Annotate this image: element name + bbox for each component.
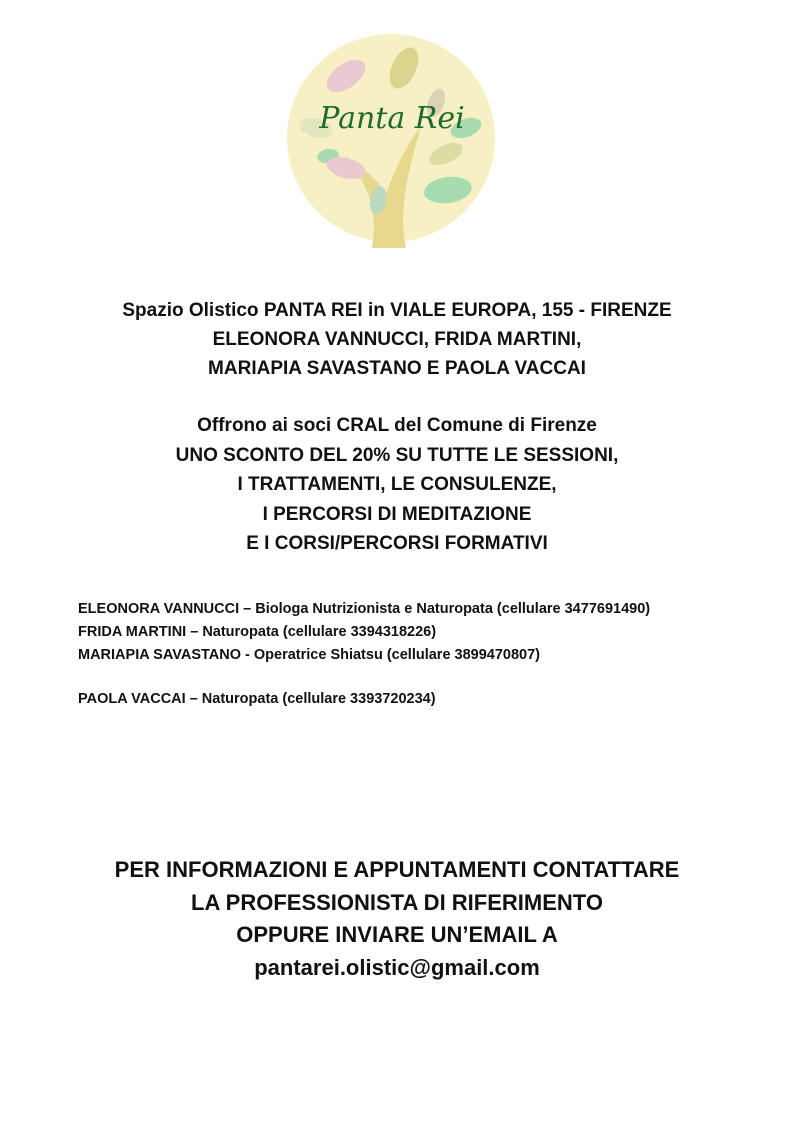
contact-email: pantarei.olistic@gmail.com bbox=[254, 954, 540, 980]
offer-section bbox=[0, 411, 794, 559]
intro-line: ELEONORA VANNUCCI, FRIDA MARTINI, bbox=[212, 329, 582, 350]
contact-row: ELEONORA VANNUCCI – Biologa Nutrizionista e Naturopata (cellulare 3477691490) bbox=[78, 601, 651, 617]
contact-row: PAOLA VACCAI – Naturopata (cellulare 3393720234) bbox=[78, 691, 436, 707]
footer-line: LA PROFESSIONISTA DI RIFERIMENTO bbox=[191, 889, 603, 915]
panta-rei-logo bbox=[286, 28, 496, 248]
offer-line: UNO SCONTO DEL 20% SU TUTTE LE SESSIONI, bbox=[175, 444, 619, 466]
offer-line: E I CORSI/PERCORSI FORMATIVI bbox=[246, 533, 548, 554]
panta-rei-logo-graphic bbox=[286, 28, 496, 248]
offer-line: Offrono ai soci CRAL del Comune di Firenze bbox=[197, 415, 597, 436]
footer-section bbox=[0, 854, 794, 984]
offer-line: I TRATTAMENTI, LE CONSULENZE, bbox=[237, 474, 557, 495]
contact-row: MARIAPIA SAVASTANO - Operatrice Shiatsu (cellulare 3899470807) bbox=[78, 647, 541, 663]
footer-line: PER INFORMAZIONI E APPUNTAMENTI CONTATTARE bbox=[114, 857, 680, 882]
intro-line: Spazio Olistico PANTA REI in VIALE EUROPA, 155 - FIRENZE bbox=[122, 300, 672, 321]
contacts-list bbox=[78, 598, 650, 711]
intro-section bbox=[0, 296, 794, 383]
contact-row: FRIDA MARTINI – Naturopata (cellulare 3394318226) bbox=[78, 624, 437, 640]
logo-text: Panta Rei bbox=[319, 101, 465, 136]
intro-line: MARIAPIA SAVASTANO E PAOLA VACCAI bbox=[208, 358, 586, 379]
offer-line: I PERCORSI DI MEDITAZIONE bbox=[262, 503, 532, 525]
footer-line: OPPURE INVIARE UN’EMAIL A bbox=[236, 922, 558, 947]
